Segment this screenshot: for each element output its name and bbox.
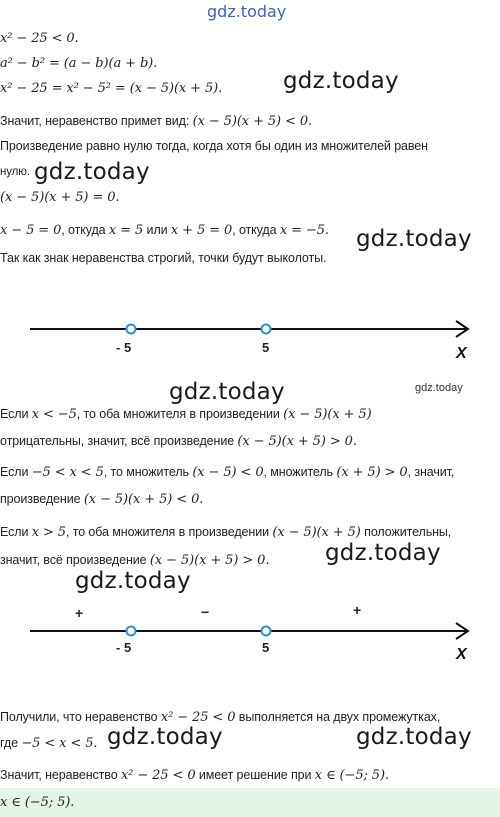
- sign-plus-left: +: [75, 605, 84, 621]
- math: x < −5: [31, 407, 77, 422]
- watermark: gdz.today: [34, 159, 150, 185]
- text: , множитель: [263, 465, 337, 479]
- text-line: нулю.: [0, 166, 30, 178]
- watermark: gdz.today: [325, 540, 441, 566]
- watermark-small: gdz.today: [415, 382, 463, 394]
- math: x ∈ (−5; 5).: [314, 768, 389, 783]
- text: , то оба множителя в произведении: [65, 525, 273, 539]
- math: (x − 5)(x + 5) < 0.: [83, 492, 204, 507]
- text: , откуда: [232, 223, 280, 237]
- watermark: gdz.today: [356, 724, 472, 750]
- text-line: [0, 736, 97, 751]
- text-line: [0, 710, 440, 725]
- watermark: gdz.today: [107, 724, 223, 750]
- text-line: [0, 407, 372, 422]
- number-line-2: [0, 596, 500, 666]
- math: x − 5 = 0: [0, 223, 62, 238]
- inequality-line: x² − 25 < 0.: [0, 31, 79, 46]
- text-line: [0, 525, 451, 540]
- math: (x − 5)(x + 5) < 0.: [192, 114, 313, 129]
- watermark: gdz.today: [169, 379, 285, 405]
- axis-label-x: X: [456, 646, 467, 663]
- tick-label-5: 5: [262, 340, 270, 355]
- answer-box: [0, 788, 500, 817]
- text-line: [0, 553, 269, 568]
- text: произведение: [0, 492, 84, 506]
- text: , то множитель: [103, 465, 193, 479]
- watermark: gdz.today: [75, 568, 191, 594]
- math: (x − 5)(x + 5) > 0.: [149, 553, 270, 568]
- text-line: [0, 114, 312, 129]
- sign-minus-middle: −: [201, 604, 210, 620]
- text: положительны,: [360, 525, 452, 539]
- math: x² − 25 < 0: [160, 710, 236, 725]
- open-point-minus5: [127, 325, 136, 334]
- text: отрицательны, значит, всё произведение: [0, 434, 238, 448]
- text: Если: [0, 465, 32, 479]
- text: Если: [0, 407, 32, 421]
- watermark: gdz.today: [356, 226, 472, 252]
- text: Если: [0, 525, 32, 539]
- text: Получили, что неравенство: [0, 710, 161, 724]
- text-line: [0, 434, 357, 449]
- math: −5 < x < 5: [31, 465, 104, 480]
- math: x² − 25 < 0: [120, 768, 196, 783]
- text: значит, всё произведение: [0, 553, 150, 567]
- text-line: [0, 223, 329, 238]
- text: Значит, неравенство примет вид:: [0, 114, 193, 128]
- math: x > 5: [31, 525, 66, 540]
- formula-line: a² − b² = (a − b)(a + b).: [0, 56, 158, 71]
- answer-line: x ∈ (−5; 5).: [0, 795, 75, 810]
- text-line: Произведение равно нулю тогда, когда хотя бы один из множителей равен: [0, 139, 428, 153]
- factorization-line: x² − 25 = x² − 5² = (x − 5)(x + 5).: [0, 81, 223, 96]
- math: (x − 5)(x + 5): [283, 407, 372, 422]
- axis-label-x: X: [456, 345, 467, 362]
- text-line: [0, 465, 454, 480]
- math: (x − 5)(x + 5): [272, 525, 361, 540]
- text-line: Так как знак неравенства строгий, точки будут выколоты.: [0, 251, 327, 265]
- text: , значит,: [407, 465, 455, 479]
- text: имеет решение при: [195, 768, 315, 782]
- open-point-5: [262, 325, 271, 334]
- equation-line: (x − 5)(x + 5) = 0.: [0, 190, 120, 205]
- number-line-1: [0, 305, 500, 365]
- text: выполняется на двух промежутках,: [235, 710, 441, 724]
- watermark: gdz.today: [283, 68, 399, 94]
- math: x = −5.: [279, 223, 329, 238]
- open-point-minus5: [127, 627, 136, 636]
- math: (x − 5) < 0: [192, 465, 264, 480]
- text: , то оба множителя в произведении: [76, 407, 284, 421]
- watermark-top: gdz.today: [207, 2, 287, 21]
- text-line: [0, 492, 203, 507]
- sign-plus-right: +: [353, 602, 362, 618]
- math: x + 5 = 0: [170, 223, 233, 238]
- text: или: [143, 223, 171, 237]
- math: x = 5: [108, 223, 144, 238]
- tick-label-minus5: - 5: [116, 340, 132, 355]
- tick-label-5: 5: [262, 640, 270, 655]
- math: (x + 5) > 0: [336, 465, 408, 480]
- math: (x − 5)(x + 5) > 0.: [237, 434, 357, 449]
- open-point-5: [262, 627, 271, 636]
- text: где: [0, 736, 22, 750]
- math: −5 < x < 5.: [21, 736, 98, 751]
- text: , откуда: [61, 223, 109, 237]
- tick-label-minus5: - 5: [116, 640, 132, 655]
- text: Значит, неравенство: [0, 768, 121, 782]
- text-line: [0, 768, 389, 783]
